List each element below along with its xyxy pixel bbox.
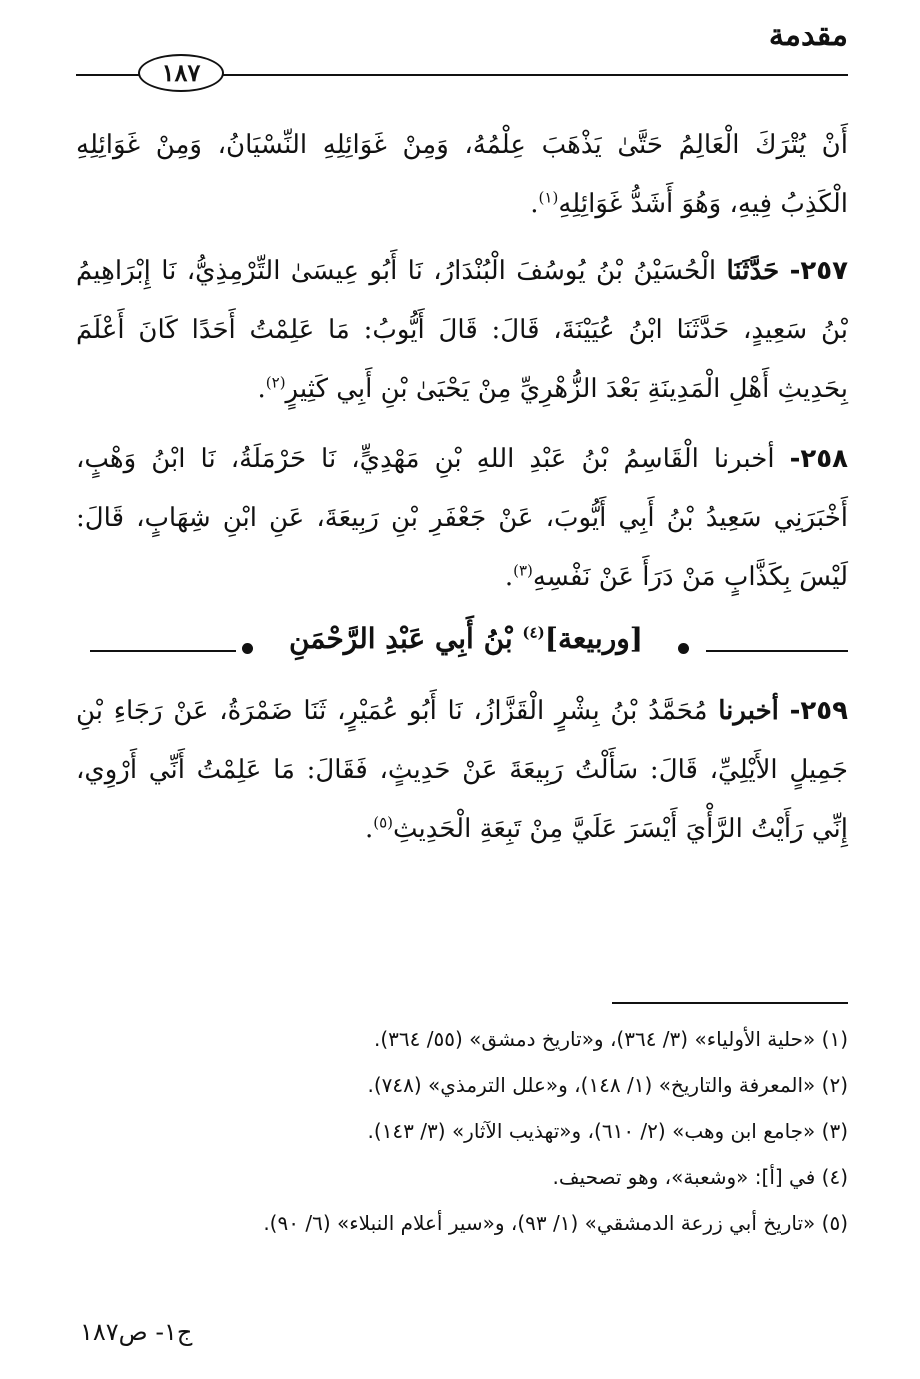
paragraph-continuation <box>76 116 848 234</box>
paragraph-text: مُحَمَّدُ بْنُ بِشْرٍ الْقَزَّازُ، نَا أَبُو عُمَيْرٍ، ثَنَا ضَمْرَةُ، عَنْ رَجَاءِ بْنِ جَمِيلٍ الأَيْلِيِّ، قَالَ: سَأَلْتُ رَبِيعَةَ عَنْ حَدِيثٍ، فَقَالَ: مَا عَلِمْتُ أَنِّي أَرْوِي، إِنِّي رَأَيْتُ الرَّأْيَ أَيْسَرَ عَلَيَّ مِنْ تَبِعَةِ الْحَدِيثِ <box>76 696 848 844</box>
footnote-ref: (٣) <box>513 561 533 580</box>
footnotes <box>76 1016 848 1246</box>
footnote-ref: (٤) <box>522 623 545 642</box>
hadith-259 <box>76 682 848 859</box>
bullet-dot <box>242 643 253 654</box>
hadith-257 <box>76 242 848 419</box>
footnote-1: (١) «حلية الأولياء» (٣/ ٣٦٤)، و«تاريخ دمشق» (٥٥/ ٣٦٤). <box>374 1027 848 1051</box>
running-title: مقدمة <box>768 18 848 53</box>
page-number-badge: ١٨٧ <box>138 54 224 92</box>
hadith-number: ٢٥٧- <box>789 256 849 286</box>
footnote-4: (٤) في [أ]: «وشعبة»، وهو تصحيف. <box>552 1165 848 1189</box>
paragraph-end: . <box>530 189 539 219</box>
section-heading <box>76 618 848 678</box>
hadith-258 <box>76 430 848 607</box>
section-title <box>264 622 668 655</box>
footnote-5: (٥) «تاريخ أبي زرعة الدمشقي» (١/ ٩٣)، و«سير أعلام النبلاء» (٦/ ٩٠). <box>263 1211 848 1235</box>
section-rule-right <box>706 650 848 652</box>
bullet-dot <box>678 643 689 654</box>
section-title-name: بْنُ أَبِي عَبْدِ الرَّحْمَنِ <box>288 622 513 655</box>
paragraph-text: الْحُسَيْنُ بْنُ يُوسُفَ الْبُنْدَارُ، نَا أَبُو عِيسَىٰ التِّرْمِذِيُّ، نَا إِبْرَاهِيمُ بْنُ سَعِيدٍ، حَدَّثَنَا ابْنُ عُيَيْنَةَ، قَالَ: قَالَ أَيُّوبُ: مَا عَلِمْتُ أَحَدًا كَانَ أَعْلَمَ بِحَدِيثِ أَهْلِ الْمَدِينَةِ بَعْدَ الزُّهْرِيِّ مِنْ يَحْيَىٰ بْنِ أَبِي كَثِيرٍ <box>76 256 848 404</box>
paragraph-end: . <box>504 562 514 592</box>
section-title-prefix: [وربيعة] <box>544 622 644 655</box>
header-rule-right <box>222 74 848 76</box>
footnote-separator <box>612 1002 848 1004</box>
section-rule-left <box>90 650 236 652</box>
hadith-number: ٢٥٨- <box>789 444 848 474</box>
hadith-keyword: أخبرنا <box>718 696 779 726</box>
paragraph-text: أَنْ يُتْرَكَ الْعَالِمُ حَتَّىٰ يَذْهَبَ عِلْمُهُ، وَمِنْ غَوَائِلِهِ النِّسْيَانُ، وَمِنْ غَوَائِلِهِ الْكَذِبُ فِيهِ، وَهُوَ أَشَدُّ غَوَائِلِهِ <box>76 130 848 219</box>
hadith-keyword: حَدَّثَنَا <box>726 256 780 286</box>
footnote-ref: (٢) <box>265 373 286 392</box>
paragraph-text: أخبرنا الْقَاسِمُ بْنُ عَبْدِ اللهِ بْنِ مَهْدِيٍّ، نَا حَرْمَلَةُ، نَا ابْنُ وَهْبٍ، أَخْبَرَنِي سَعِيدُ بْنُ أَبِي أَيُّوبَ، عَنْ جَعْفَرِ بْنِ رَبِيعَةَ، عَنِ ابْنِ شِهَابٍ، قَالَ: لَيْسَ بِكَذَّابٍ مَنْ دَرَأَ عَنْ نَفْسِهِ <box>76 444 848 592</box>
paragraph-end: . <box>364 814 374 844</box>
footnote-3: (٣) «جامع ابن وهب» (٢/ ٦١٠)، و«تهذيب الآثار» (٣/ ١٤٣). <box>367 1119 848 1143</box>
page-reference: ج١- ص١٨٧ <box>80 1318 193 1346</box>
footnote-ref: (٥) <box>373 813 393 832</box>
footnote-2: (٢) «المعرفة والتاريخ» (١/ ١٤٨)، و«علل الترمذي» (٧٤٨). <box>367 1073 848 1097</box>
hadith-number: ٢٥٩- <box>789 696 849 726</box>
paragraph-end: . <box>257 374 266 404</box>
header-rule-left <box>76 74 140 76</box>
footnote-ref: (١) <box>538 188 559 207</box>
